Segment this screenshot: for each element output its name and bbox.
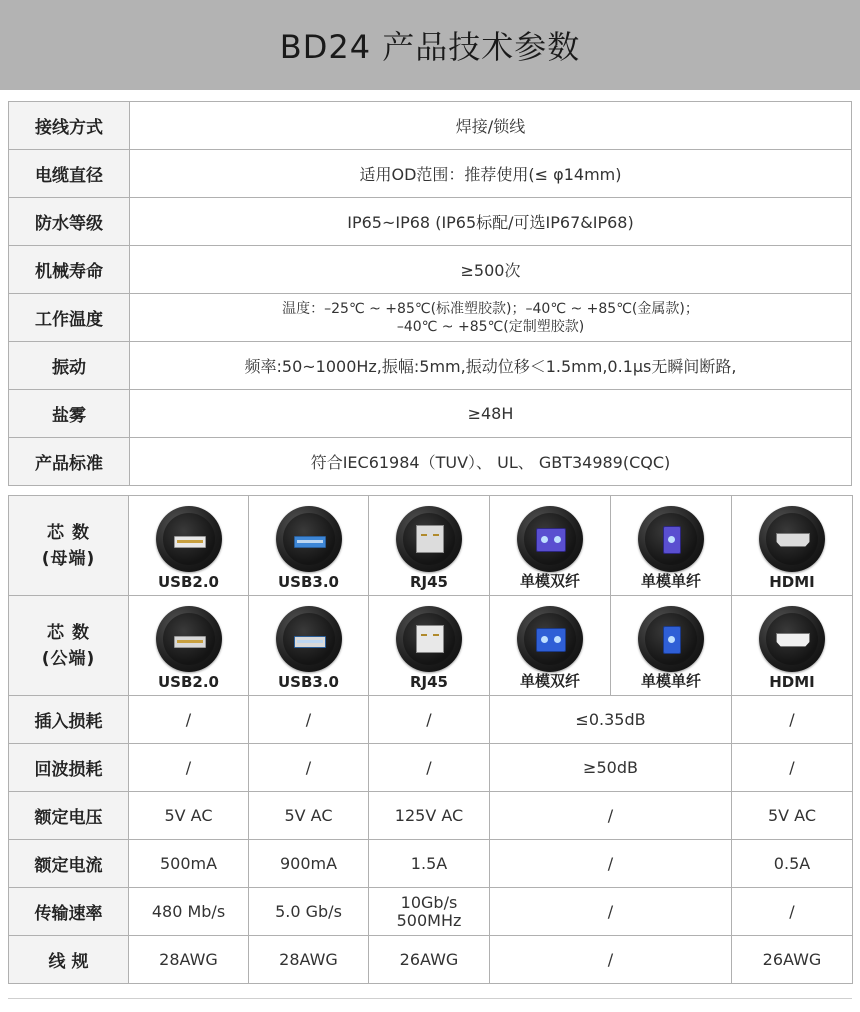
param-value: 900mA <box>249 840 369 888</box>
spec-value: ≥500次 <box>130 246 852 294</box>
param-value: / <box>732 888 853 936</box>
table-row <box>9 696 853 744</box>
table-row <box>9 102 852 150</box>
spec-label: 接线方式 <box>9 102 130 150</box>
param-value: / <box>369 696 490 744</box>
usb3-plug-icon <box>276 606 342 672</box>
table-row <box>9 936 853 984</box>
connector-cell <box>611 496 732 596</box>
core-label-male <box>9 596 129 696</box>
connector-cell <box>732 596 853 696</box>
connector-caption: USB2.0 <box>158 573 219 591</box>
param-value: / <box>490 792 732 840</box>
connector-caption: USB3.0 <box>278 573 339 591</box>
connector-cell <box>369 496 490 596</box>
connector-caption: 单模双纤 <box>519 572 580 590</box>
connector-caption: 单模单纤 <box>640 672 701 690</box>
core-label-female <box>9 496 129 596</box>
param-value: / <box>129 696 249 744</box>
usb2-plug-icon <box>156 606 222 672</box>
spec-label: 盐雾 <box>9 390 130 438</box>
param-value: 5V AC <box>129 792 249 840</box>
param-value: / <box>732 744 853 792</box>
usb3-socket-icon <box>276 506 342 572</box>
rj45-plug-icon <box>396 606 462 672</box>
param-label: 传输速率 <box>9 888 129 936</box>
param-label: 插入损耗 <box>9 696 129 744</box>
table-row <box>9 744 853 792</box>
connector-cell <box>369 596 490 696</box>
table-row <box>9 294 852 342</box>
connector-caption: 单模单纤 <box>640 572 701 590</box>
core-label-line: 芯 数 <box>47 522 90 543</box>
param-value: / <box>369 744 490 792</box>
param-value: / <box>249 696 369 744</box>
connector-caption: RJ45 <box>409 573 448 591</box>
connector-caption: USB2.0 <box>158 673 219 691</box>
param-value: ≥50dB <box>490 744 732 792</box>
spec-label: 产品标准 <box>9 438 130 486</box>
spec-label: 振动 <box>9 342 130 390</box>
connector-cell <box>732 496 853 596</box>
table-row <box>9 438 852 486</box>
connector-cell <box>490 596 611 696</box>
param-value: 500mA <box>129 840 249 888</box>
param-value: / <box>490 936 732 984</box>
param-value: 26AWG <box>732 936 853 984</box>
connector-cell <box>249 496 369 596</box>
table-row <box>9 888 853 936</box>
spec-label: 机械寿命 <box>9 246 130 294</box>
table-row <box>9 150 852 198</box>
spec-value: 频率:50~1000Hz,振幅:5mm,振动位移＜1.5mm,0.1μs无瞬间断路, <box>130 342 852 390</box>
spec-value: 焊接/锁线 <box>130 102 852 150</box>
connector-table <box>8 495 853 984</box>
param-value: / <box>490 888 732 936</box>
param-value: 5V AC <box>249 792 369 840</box>
param-value: / <box>732 696 853 744</box>
usb2-socket-icon <box>156 506 222 572</box>
connector-cell <box>490 496 611 596</box>
table-row <box>9 792 853 840</box>
spec-table <box>8 101 852 486</box>
connector-caption: USB3.0 <box>278 673 339 691</box>
connector-caption: RJ45 <box>409 673 448 691</box>
param-label: 额定电压 <box>9 792 129 840</box>
connector-cell <box>129 496 249 596</box>
param-value: 480 Mb/s <box>129 888 249 936</box>
param-value: 125V AC <box>369 792 490 840</box>
page-header <box>0 0 860 90</box>
connector-caption: 单模双纤 <box>519 672 580 690</box>
female-core-row <box>9 496 853 596</box>
param-value: 0.5A <box>732 840 853 888</box>
speed-line: 10Gb/s <box>400 892 458 912</box>
param-value: 1.5A <box>369 840 490 888</box>
speed-line: 500MHz <box>396 910 462 930</box>
param-label: 线 规 <box>9 936 129 984</box>
page-title: BD24 产品技术参数 <box>279 28 581 66</box>
rj45-socket-icon <box>396 506 462 572</box>
param-value: / <box>490 840 732 888</box>
lc-duplex-socket-icon <box>517 506 583 572</box>
core-label-line: 芯 数 <box>47 622 90 643</box>
param-label: 回波损耗 <box>9 744 129 792</box>
hdmi-socket-icon <box>759 506 825 572</box>
hdmi-plug-icon <box>759 606 825 672</box>
table-row <box>9 390 852 438</box>
param-value: / <box>129 744 249 792</box>
table-row <box>9 198 852 246</box>
temp-line-1: 温度：–25℃ ~ +85℃(标准塑胶款)；–40℃ ~ +85℃(金属款)； <box>282 300 699 317</box>
temp-line-2: –40℃ ~ +85℃(定制塑胶款) <box>396 318 585 335</box>
spec-label: 防水等级 <box>9 198 130 246</box>
param-value: 26AWG <box>369 936 490 984</box>
table-row <box>9 246 852 294</box>
param-value: ≤0.35dB <box>490 696 732 744</box>
param-value: 28AWG <box>249 936 369 984</box>
spec-value: ≥48H <box>130 390 852 438</box>
connector-cell <box>249 596 369 696</box>
table-row <box>9 342 852 390</box>
lc-duplex-plug-icon <box>517 606 583 672</box>
spec-label: 电缆直径 <box>9 150 130 198</box>
param-value <box>369 888 490 936</box>
core-label-line: (母端) <box>41 548 96 569</box>
table-row <box>9 840 853 888</box>
spec-value: 适用OD范围：推荐使用(≤ φ14mm) <box>130 150 852 198</box>
connector-cell <box>611 596 732 696</box>
param-value: 5V AC <box>732 792 853 840</box>
connector-cell <box>129 596 249 696</box>
spec-value <box>130 294 852 342</box>
param-value: 28AWG <box>129 936 249 984</box>
sc-simplex-plug-icon <box>638 606 704 672</box>
connector-caption: HDMI <box>769 673 815 691</box>
param-label: 额定电流 <box>9 840 129 888</box>
connector-caption: HDMI <box>769 573 815 591</box>
param-value: 5.0 Gb/s <box>249 888 369 936</box>
sc-simplex-socket-icon <box>638 506 704 572</box>
divider <box>8 998 852 999</box>
param-value: / <box>249 744 369 792</box>
spec-value: IP65~IP68 (IP65标配/可选IP67&IP68) <box>130 198 852 246</box>
male-core-row <box>9 596 853 696</box>
spec-value: 符合IEC61984（TUV）、 UL、 GBT34989(CQC) <box>130 438 852 486</box>
spec-label: 工作温度 <box>9 294 130 342</box>
core-label-line: (公端) <box>41 648 96 669</box>
